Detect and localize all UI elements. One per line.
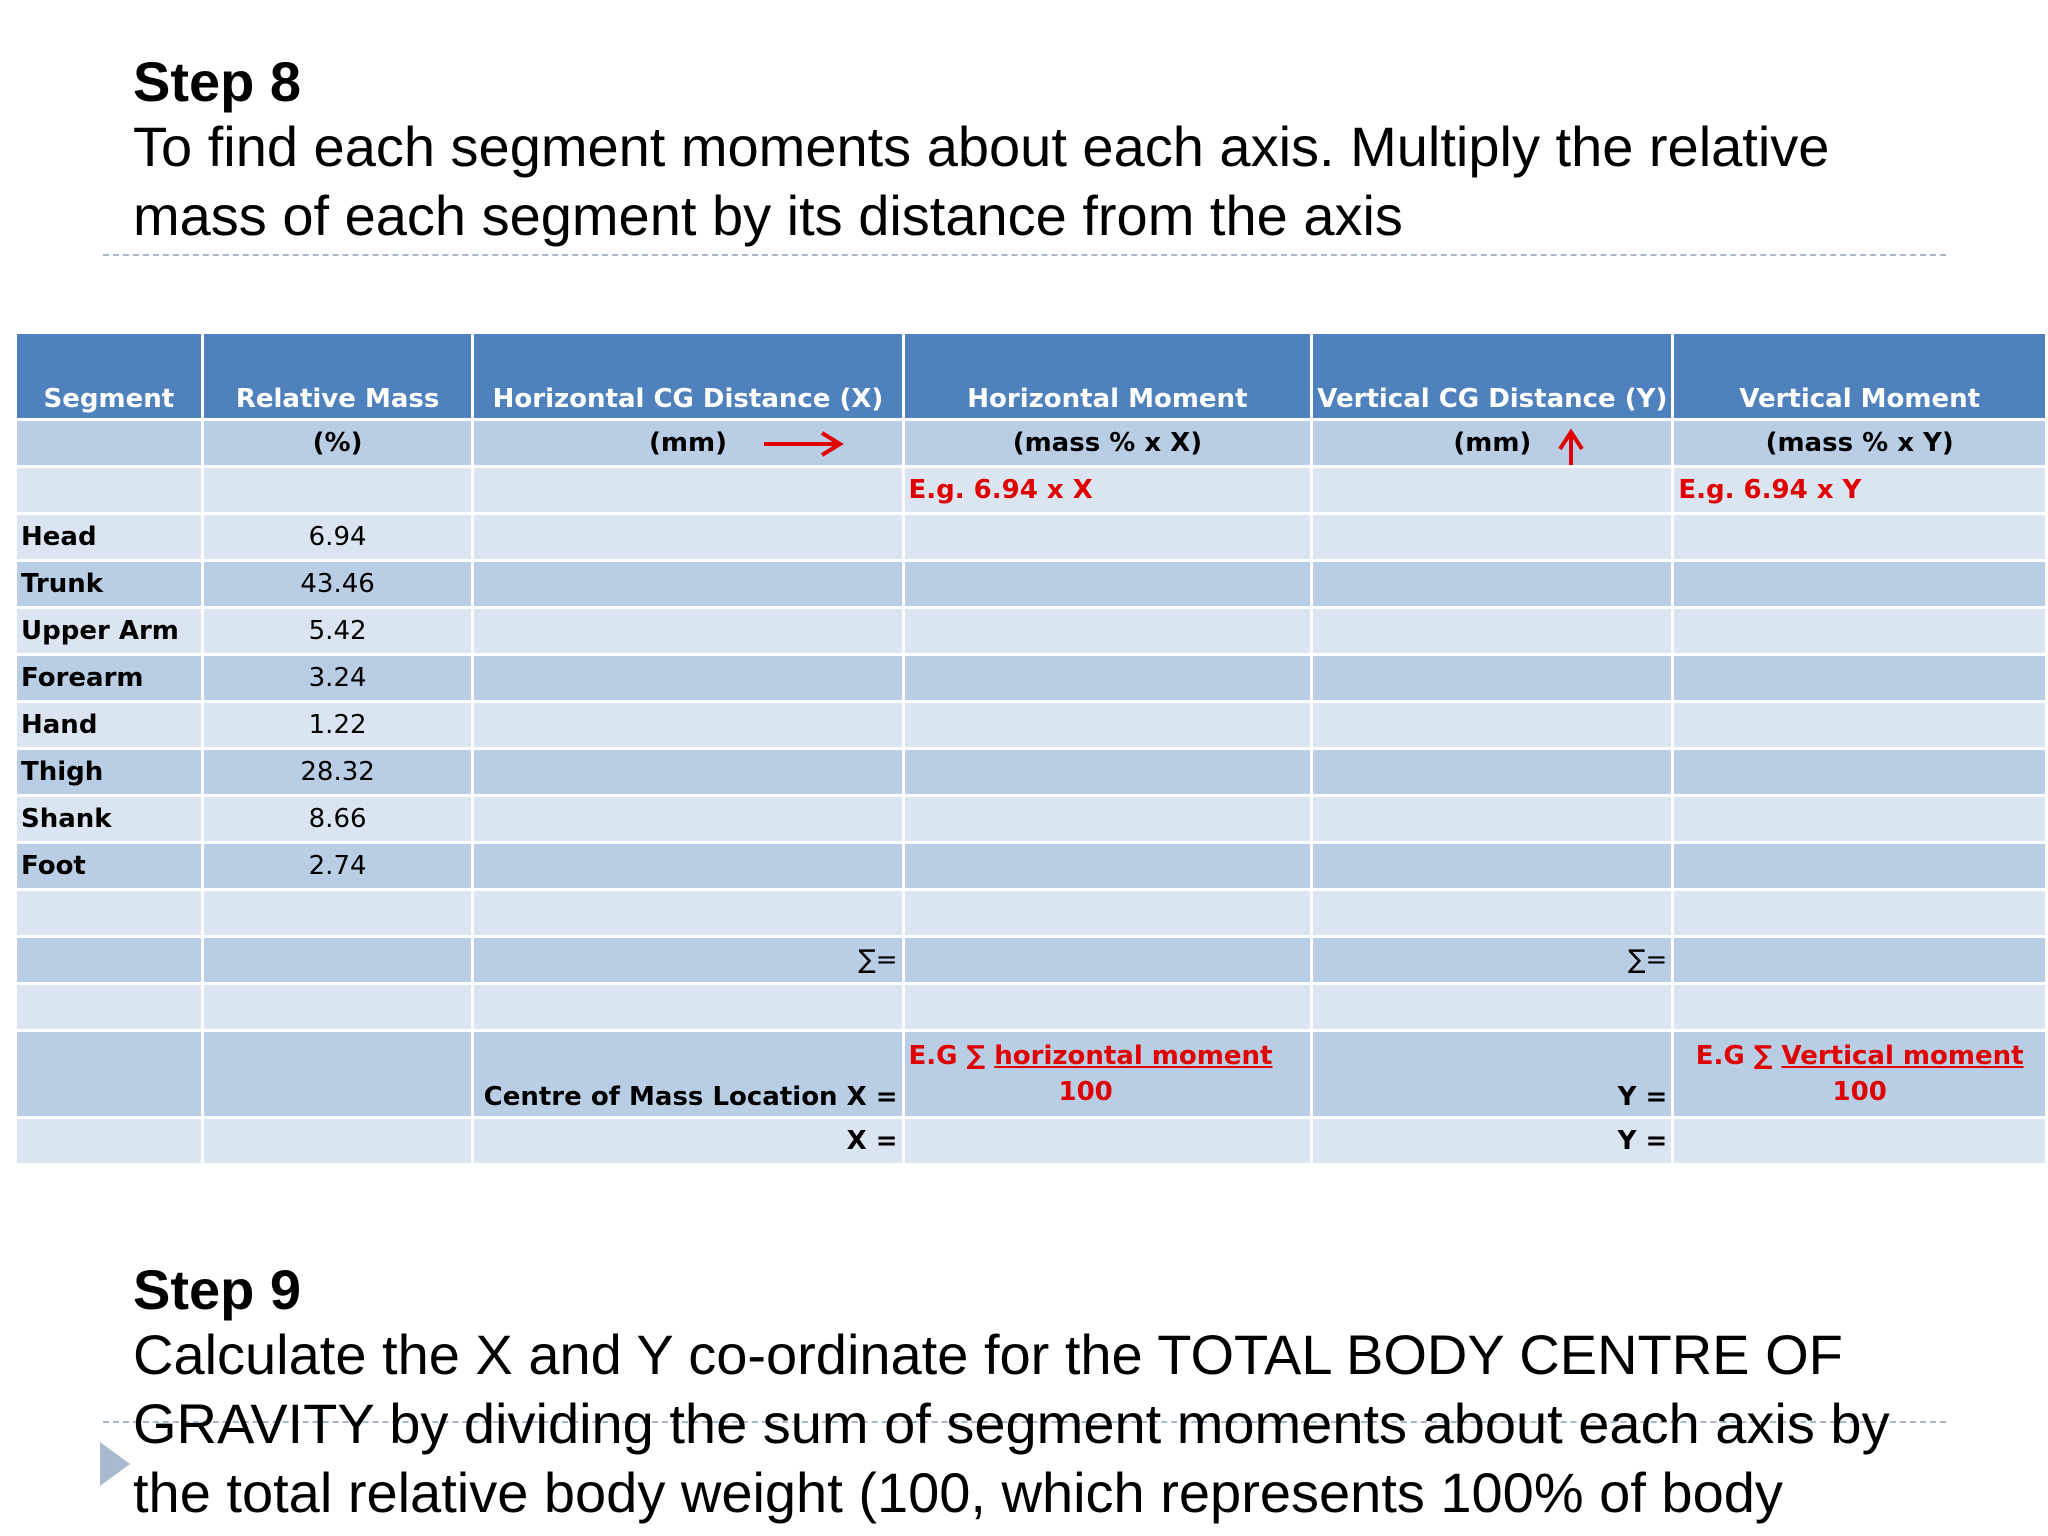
y-cell[interactable]: [1312, 796, 1673, 843]
centre-of-mass-row: [16, 1031, 2047, 1118]
x-result-cell[interactable]: [903, 1118, 1312, 1165]
example-row: [16, 467, 2047, 514]
y-cell[interactable]: [1312, 843, 1673, 890]
vertical-formula: [1673, 1031, 2047, 1118]
segment-mass: 43.46: [202, 561, 473, 608]
vertical-formula-numerator: E.G ∑ Vertical moment: [1695, 1041, 2024, 1071]
sum-row: [16, 937, 2047, 984]
horizontal-moment-cell[interactable]: [903, 608, 1312, 655]
x-cell[interactable]: [473, 843, 903, 890]
horizontal-moment-cell[interactable]: [903, 655, 1312, 702]
y-cell[interactable]: [1312, 749, 1673, 796]
header-relative-mass: Relative Mass: [202, 333, 473, 420]
vertical-moment-cell[interactable]: [1673, 702, 2047, 749]
unit-horizontal-distance: [473, 420, 903, 467]
vertical-moment-cell[interactable]: [1673, 561, 2047, 608]
segment-mass: 1.22: [202, 702, 473, 749]
title-divider: [103, 254, 1946, 256]
result-row: [16, 1118, 2047, 1165]
step8-heading: Step 8: [133, 50, 302, 113]
step9-instructions: Calculate the X and Y co-ordinate for the TOTAL BODY CENTRE OF GRAVITY by dividing the sum of segment moments about each axis by the total relative body weight (100, which represents 100% of body: [133, 1323, 1890, 1524]
x-cell[interactable]: [473, 796, 903, 843]
vertical-sum-label: ∑=: [1312, 937, 1673, 984]
step8-instructions: To find each segment moments about each axis. Multiply the relative mass of each segment by its distance from the axis: [133, 115, 1830, 247]
table-row: [16, 749, 2047, 796]
segment-name: Thigh: [16, 749, 203, 796]
horizontal-moment-cell[interactable]: [903, 702, 1312, 749]
y-equals-label: Y =: [1312, 1031, 1673, 1118]
y-cell[interactable]: [1312, 608, 1673, 655]
table-row: [16, 514, 2047, 561]
centre-of-mass-label: Centre of Mass Location X =: [473, 1031, 903, 1118]
vertical-moment-cell[interactable]: [1673, 796, 2047, 843]
horizontal-formula-denominator: 100: [1058, 1077, 1113, 1107]
header-row: [16, 333, 2047, 420]
table-row: [16, 608, 2047, 655]
y-cell[interactable]: [1312, 702, 1673, 749]
segment-mass: 5.42: [202, 608, 473, 655]
table-row: [16, 843, 2047, 890]
segment-mass: 2.74: [202, 843, 473, 890]
y-result-label: Y =: [1312, 1118, 1673, 1165]
unit-vertical-distance-text: (mm): [1453, 428, 1532, 458]
units-row: [16, 420, 2047, 467]
horizontal-formula-numerator: E.G ∑ horizontal moment: [908, 1041, 1273, 1071]
segment-name: Upper Arm: [16, 608, 203, 655]
vertical-moment-cell[interactable]: [1673, 655, 2047, 702]
horizontal-sum-label: ∑=: [473, 937, 903, 984]
segment-name: Forearm: [16, 655, 203, 702]
horizontal-formula: [903, 1031, 1312, 1118]
header-horizontal-moment: Horizontal Moment: [903, 333, 1312, 420]
vertical-sum-cell[interactable]: [1673, 937, 2047, 984]
arrow-right-icon: [764, 431, 844, 457]
blank-row: [16, 984, 2047, 1031]
unit-horizontal-moment: (mass % x X): [903, 420, 1312, 467]
unit-relative-mass: (%): [202, 420, 473, 467]
segment-name: Hand: [16, 702, 203, 749]
table-row: [16, 702, 2047, 749]
table-row: [16, 655, 2047, 702]
example-horizontal: E.g. 6.94 x X: [903, 467, 1312, 514]
example-vertical: E.g. 6.94 x Y: [1673, 467, 2047, 514]
header-vertical-distance: Vertical CG Distance (Y): [1312, 333, 1673, 420]
step9-heading: Step 9: [133, 1258, 302, 1321]
segment-mass: 8.66: [202, 796, 473, 843]
horizontal-moment-cell[interactable]: [903, 514, 1312, 561]
y-cell[interactable]: [1312, 514, 1673, 561]
segment-table: [14, 331, 2048, 1166]
table-row: [16, 561, 2047, 608]
unit-horizontal-distance-text: (mm): [649, 428, 727, 458]
vertical-moment-cell[interactable]: [1673, 843, 2047, 890]
x-result-label: X =: [473, 1118, 903, 1165]
y-result-cell[interactable]: [1673, 1118, 2047, 1165]
vertical-moment-cell[interactable]: [1673, 749, 2047, 796]
y-cell[interactable]: [1312, 655, 1673, 702]
vertical-moment-cell[interactable]: [1673, 514, 2047, 561]
y-cell[interactable]: [1312, 561, 1673, 608]
horizontal-moment-cell[interactable]: [903, 843, 1312, 890]
segment-mass: 3.24: [202, 655, 473, 702]
x-cell[interactable]: [473, 608, 903, 655]
blank-row: [16, 890, 2047, 937]
table-row: [16, 796, 2047, 843]
vertical-formula-denominator: 100: [1832, 1077, 1887, 1107]
horizontal-moment-cell[interactable]: [903, 749, 1312, 796]
header-segment: Segment: [16, 333, 203, 420]
unit-vertical-distance: [1312, 420, 1673, 467]
x-cell[interactable]: [473, 655, 903, 702]
header-horizontal-distance: Horizontal CG Distance (X): [473, 333, 903, 420]
bullet-triangle-icon: [100, 1442, 130, 1486]
segment-name: Foot: [16, 843, 203, 890]
header-vertical-moment: Vertical Moment: [1673, 333, 2047, 420]
unit-vertical-moment: (mass % x Y): [1673, 420, 2047, 467]
x-cell[interactable]: [473, 749, 903, 796]
segment-mass: 6.94: [202, 514, 473, 561]
segment-name: Shank: [16, 796, 203, 843]
vertical-moment-cell[interactable]: [1673, 608, 2047, 655]
horizontal-moment-cell[interactable]: [903, 796, 1312, 843]
horizontal-moment-cell[interactable]: [903, 561, 1312, 608]
arrow-up-icon: [1558, 429, 1584, 467]
segment-mass: 28.32: [202, 749, 473, 796]
horizontal-sum-cell[interactable]: [903, 937, 1312, 984]
segment-name: Head: [16, 514, 203, 561]
x-cell[interactable]: [473, 514, 903, 561]
segment-name: Trunk: [16, 561, 203, 608]
x-cell[interactable]: [473, 561, 903, 608]
unit-segment: [16, 420, 203, 467]
x-cell[interactable]: [473, 702, 903, 749]
